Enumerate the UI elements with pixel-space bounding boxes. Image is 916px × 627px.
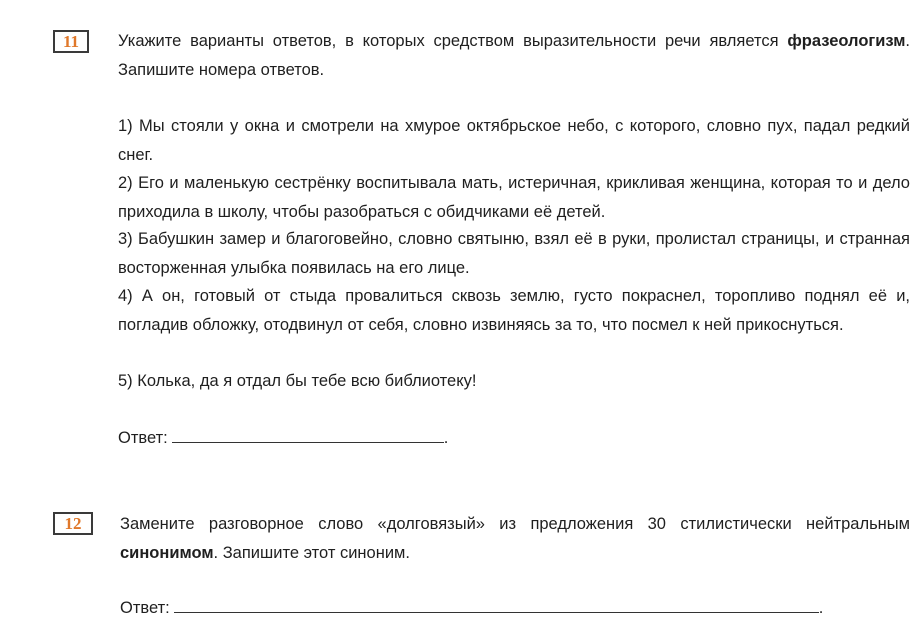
- answer-option: 2) Его и маленькую сестрёнку воспитывала мать, истеричная, крикливая женщина, которая то и дело приходила в школу, чтобы разобраться с обидчиками её детей.: [118, 174, 910, 221]
- task-question: [120, 510, 910, 567]
- task-question: [118, 27, 910, 84]
- question-text-end: . Запишите номера ответов.: [118, 32, 910, 79]
- answer-label: Ответ:: [118, 429, 168, 447]
- answer-blank[interactable]: [174, 596, 819, 613]
- answer-period: .: [443, 429, 449, 447]
- answer-label: Ответ:: [120, 599, 170, 617]
- answer-field: [120, 594, 900, 623]
- question-text: Укажите варианты ответов, в которых средством выразительности речи является: [118, 32, 788, 50]
- question-text: Замените разговорное слово «долговязый» из предложения 30 стилистически нейтральным: [120, 515, 910, 533]
- answer-period: .: [818, 599, 824, 617]
- question-keyword: фразеологизм: [787, 32, 906, 50]
- answer-option: 3) Бабушкин замер и благоговейно, словно святыню, взял её в руки, пролистал страницы, и странная восторженная улыбка появилась на его лице.: [118, 230, 910, 277]
- answer-option: 1) Мы стояли у окна и смотрели на хмурое октябрьское небо, с которого, словно пух, падал редкий снег.: [118, 117, 910, 164]
- question-keyword: синонимом: [120, 543, 214, 562]
- question-text-end: . Запишите этот синоним.: [213, 543, 410, 562]
- task-number-badge: 12: [53, 512, 93, 535]
- task-number-badge: 11: [53, 30, 89, 53]
- answer-option: 5) Колька, да я отдал бы тебе всю библиотеку!: [118, 372, 477, 390]
- answer-field: [118, 424, 518, 453]
- answer-blank[interactable]: [172, 426, 444, 443]
- answer-option: 4) А он, готовый от стыда провалиться сквозь землю, густо покраснел, торопливо поднял её и, погладив обложку, отодвинул от себя, словно извиняясь за то, что посмел к ней прикоснуться.: [118, 287, 910, 334]
